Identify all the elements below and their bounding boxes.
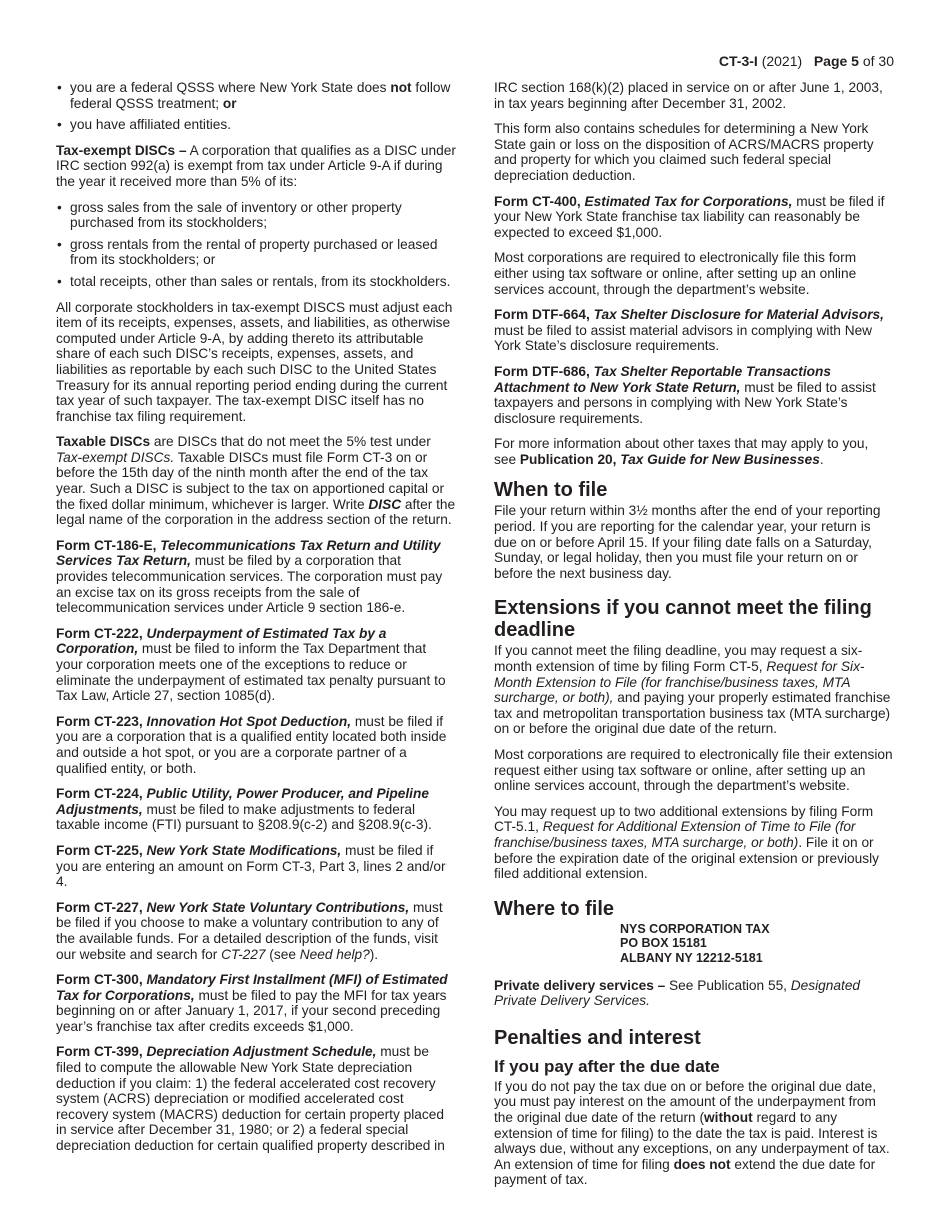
address-line: ALBANY NY 12212-5181 [620,950,763,965]
form-dtf-686-paragraph: Form DTF-686, Tax Shelter Reportable Transactions Attachment to New York State Return, must be filed to assist taxpayers and persons in complying with New York State’s disclosure requirements. [494,363,876,426]
form-ct-399-paragraph: Form CT-399, Depreciation Adjustment Schedule, must be filed to compute the allowable New York State depreciation deduction if you claim: 1) the federal accelerated cost recovery system (ACRS) depreciation or modified accelerated cost recovery system (MACRS) deduction for certain property placed in service after December 31, 1980; or 2) a federal special depreciation deduction for certain qualified property described in [56,1044,445,1154]
page-label: Page 5 [813,53,859,69]
right-column [494,80,894,1198]
form-ct-227-paragraph: Form CT-227, New York State Voluntary Contributions, must be filed if you choose to make a voluntary contribution to any of the available funds. For a detailed description of the funds, visit our website and search for CT-227 (see Need help?). [56,899,443,962]
form-year: (2021) [761,53,803,69]
when-to-file-heading: When to file [494,479,608,502]
stockholders-paragraph: All corporate stockholders in tax-exempt DISCS must adjust each item of its receipts, expenses, assets, and liabilities, as otherwise computed under Article 9-A, by adding thereto its attributable share of each such DISC’s receipts, expenses, assets, and liabilities as reportable by each such DISC to the United States Treasury for its annual reporting period ending during the current tax year of such taxpayer. The tax-exempt DISC itself has no franchise tax filing requirement. [56,299,453,424]
penalties-heading: Penalties and interest [494,1026,701,1049]
tax-exempt-discs-paragraph: Tax-exempt DISCs – A corporation that qualifies as a DISC under IRC section 992(a) is exempt from tax under Article 9-A if during the year it received more than 5% of its: [56,142,456,189]
list-item: • you have affiliated entities. [56,117,456,133]
more-info-paragraph: For more information about other taxes that may apply to you, see Publication 20, Tax Guide for New Businesses. [494,436,869,467]
form-ct-222-paragraph: Form CT-222, Underpayment of Estimated Tax by a Corporation, must be filed to inform the Tax Department that your corporation meets one of the exceptions to reduce or eliminate the underpayment of estimated tax penalty pursuant to Tax Law, Article 27, section 1085(d). [56,625,446,704]
page-count: of 30 [862,53,894,69]
disc-receipts-list [56,200,456,290]
form-ct-225-paragraph: Form CT-225, New York State Modifications, must be filed if you are entering an amount on Form CT-3, Part 3, lines 2 and/or 4. [56,842,446,890]
list-item: • gross rentals from the rental of property purchased or leased from its stockholders; or [56,237,456,268]
address-line: NYS CORPORATION TAX [620,921,770,936]
late-payment-paragraph: If you do not pay the tax due on or before the original due date, you must pay interest on the amount of the underpayment from the original due date of the return (without regard to any extension of time for filing) to the date the tax is paid. Interest is always due, without any exceptions, on any underpayment of tax. An extension of time for filing does not extend the due date for payment of tax. [494,1078,890,1188]
extensions-heading: Extensions if you cannot meet the filing deadline [494,597,872,642]
form-ct-224-paragraph: Form CT-224, Public Utility, Power Producer, and Pipeline Adjustments, must be filed to make adjustments to federal taxable income (FTI) pursuant to §208.9(c-2) and §208.9(c-3). [56,786,432,833]
schedules-paragraph: This form also contains schedules for determining a New York State gain or loss on the disposition of ACRS/MACRS property and property for which you claimed such federal special depreciation deduction. [494,121,874,183]
list-item: • gross sales from the sale of inventory or other property purchased from its stockholders; [56,200,456,231]
left-column [56,80,456,1164]
when-to-file-paragraph: File your return within 3½ months after the end of your reporting period. If you are reporting for the calendar year, your return is due on or before April 15. If your filing date falls on a Saturday, Sunday, or legal holiday, then you must file your return on or before the next business day. [494,503,881,581]
form-ct-300-paragraph: Form CT-300, Mandatory First Installment (MFI) of Estimated Tax for Corporations, must be filed to pay the MFI for tax years beginning on or after January 1, 2017, if your second preceding year’s franchise tax after credits exceeds $1,000. [56,972,448,1034]
form-dtf-664-paragraph: Form DTF-664, Tax Shelter Disclosure for Material Advisors, must be filed to assist material advisors in complying with New York State’s disclosure requirements. [494,307,884,354]
taxable-discs-paragraph: Taxable DISCs are DISCs that do not meet the 5% test under Tax-exempt DISCs. Taxable DISCs must file Form CT-3 on or before the 15th day of the ninth month after the end of the tax year. Such a DISC is subject to the tax on apportioned capital or the fixed dollar minimum, whichever is larger. Write DISC after the legal name of the corporation in the address section of the return. [56,434,456,528]
ct-399-continued-paragraph: IRC section 168(k)(2) placed in service on or after June 1, 2003, in tax years beginning after December 31, 2002. [494,80,883,111]
condition-list [56,80,456,133]
where-to-file-heading: Where to file [494,897,615,920]
address-line: PO BOX 15181 [620,936,707,951]
form-ct-186-e-paragraph: Form CT-186-E, Telecommunications Tax Return and Utility Services Tax Return, must be filed by a corporation that provides telecommunication services. The corporation must pay an excise tax on its gross receipts from the sale of telecommunication services under Article 9 section 186-e. [56,537,443,616]
efile-paragraph: Most corporations are required to electronically file this form either using tax software or online, after setting up an online services account, through the department’s website. [494,250,857,297]
form-id: CT-3-I [718,53,758,69]
extension-request-paragraph: If you cannot meet the filing deadline, you may request a six-month extension of time by filing Form CT-5, Request for Six-Month Extension to File (for franchise/business taxes, MTA surcharge, or both), and paying your properly estimated franchise tax and metropolitan transportation business tax (MTA surcharge) on or before the original due date of the return. [494,643,891,737]
list-item: • total receipts, other than sales or rentals, from its stockholders. [56,274,456,290]
page-header [719,54,894,70]
list-item: • you are a federal QSSS where New York State does not follow federal QSSS treatment; or [56,80,456,111]
private-delivery-paragraph: Private delivery services – See Publication 55, Designated Private Delivery Services. [494,977,861,1009]
late-payment-heading: If you pay after the due date [494,1056,720,1076]
additional-extension-paragraph: You may request up to two additional extensions by filing Form CT-5.1, Request for Additional Extension of Time to File (for franchise/business taxes, MTA surcharge, or both). File it on or before the expiration date of the original extension or previously filed additional extension. [494,803,880,882]
extension-efile-paragraph: Most corporations are required to electronically file their extension request either using tax software or online, after setting up an online services account, through the department’s website. [494,747,893,794]
form-ct-400-paragraph: Form CT-400, Estimated Tax for Corporations, must be filed if your New York State franchise tax liability can reasonably be expected to exceed $1,000. [494,193,885,240]
form-ct-223-paragraph: Form CT-223, Innovation Hot Spot Deduction, must be filed if you are a corporation that is a qualified entity located both inside and outside a hot spot, or you are a corporate partner of a qualified entity, or both. [56,713,447,776]
mailing-address [620,922,894,966]
